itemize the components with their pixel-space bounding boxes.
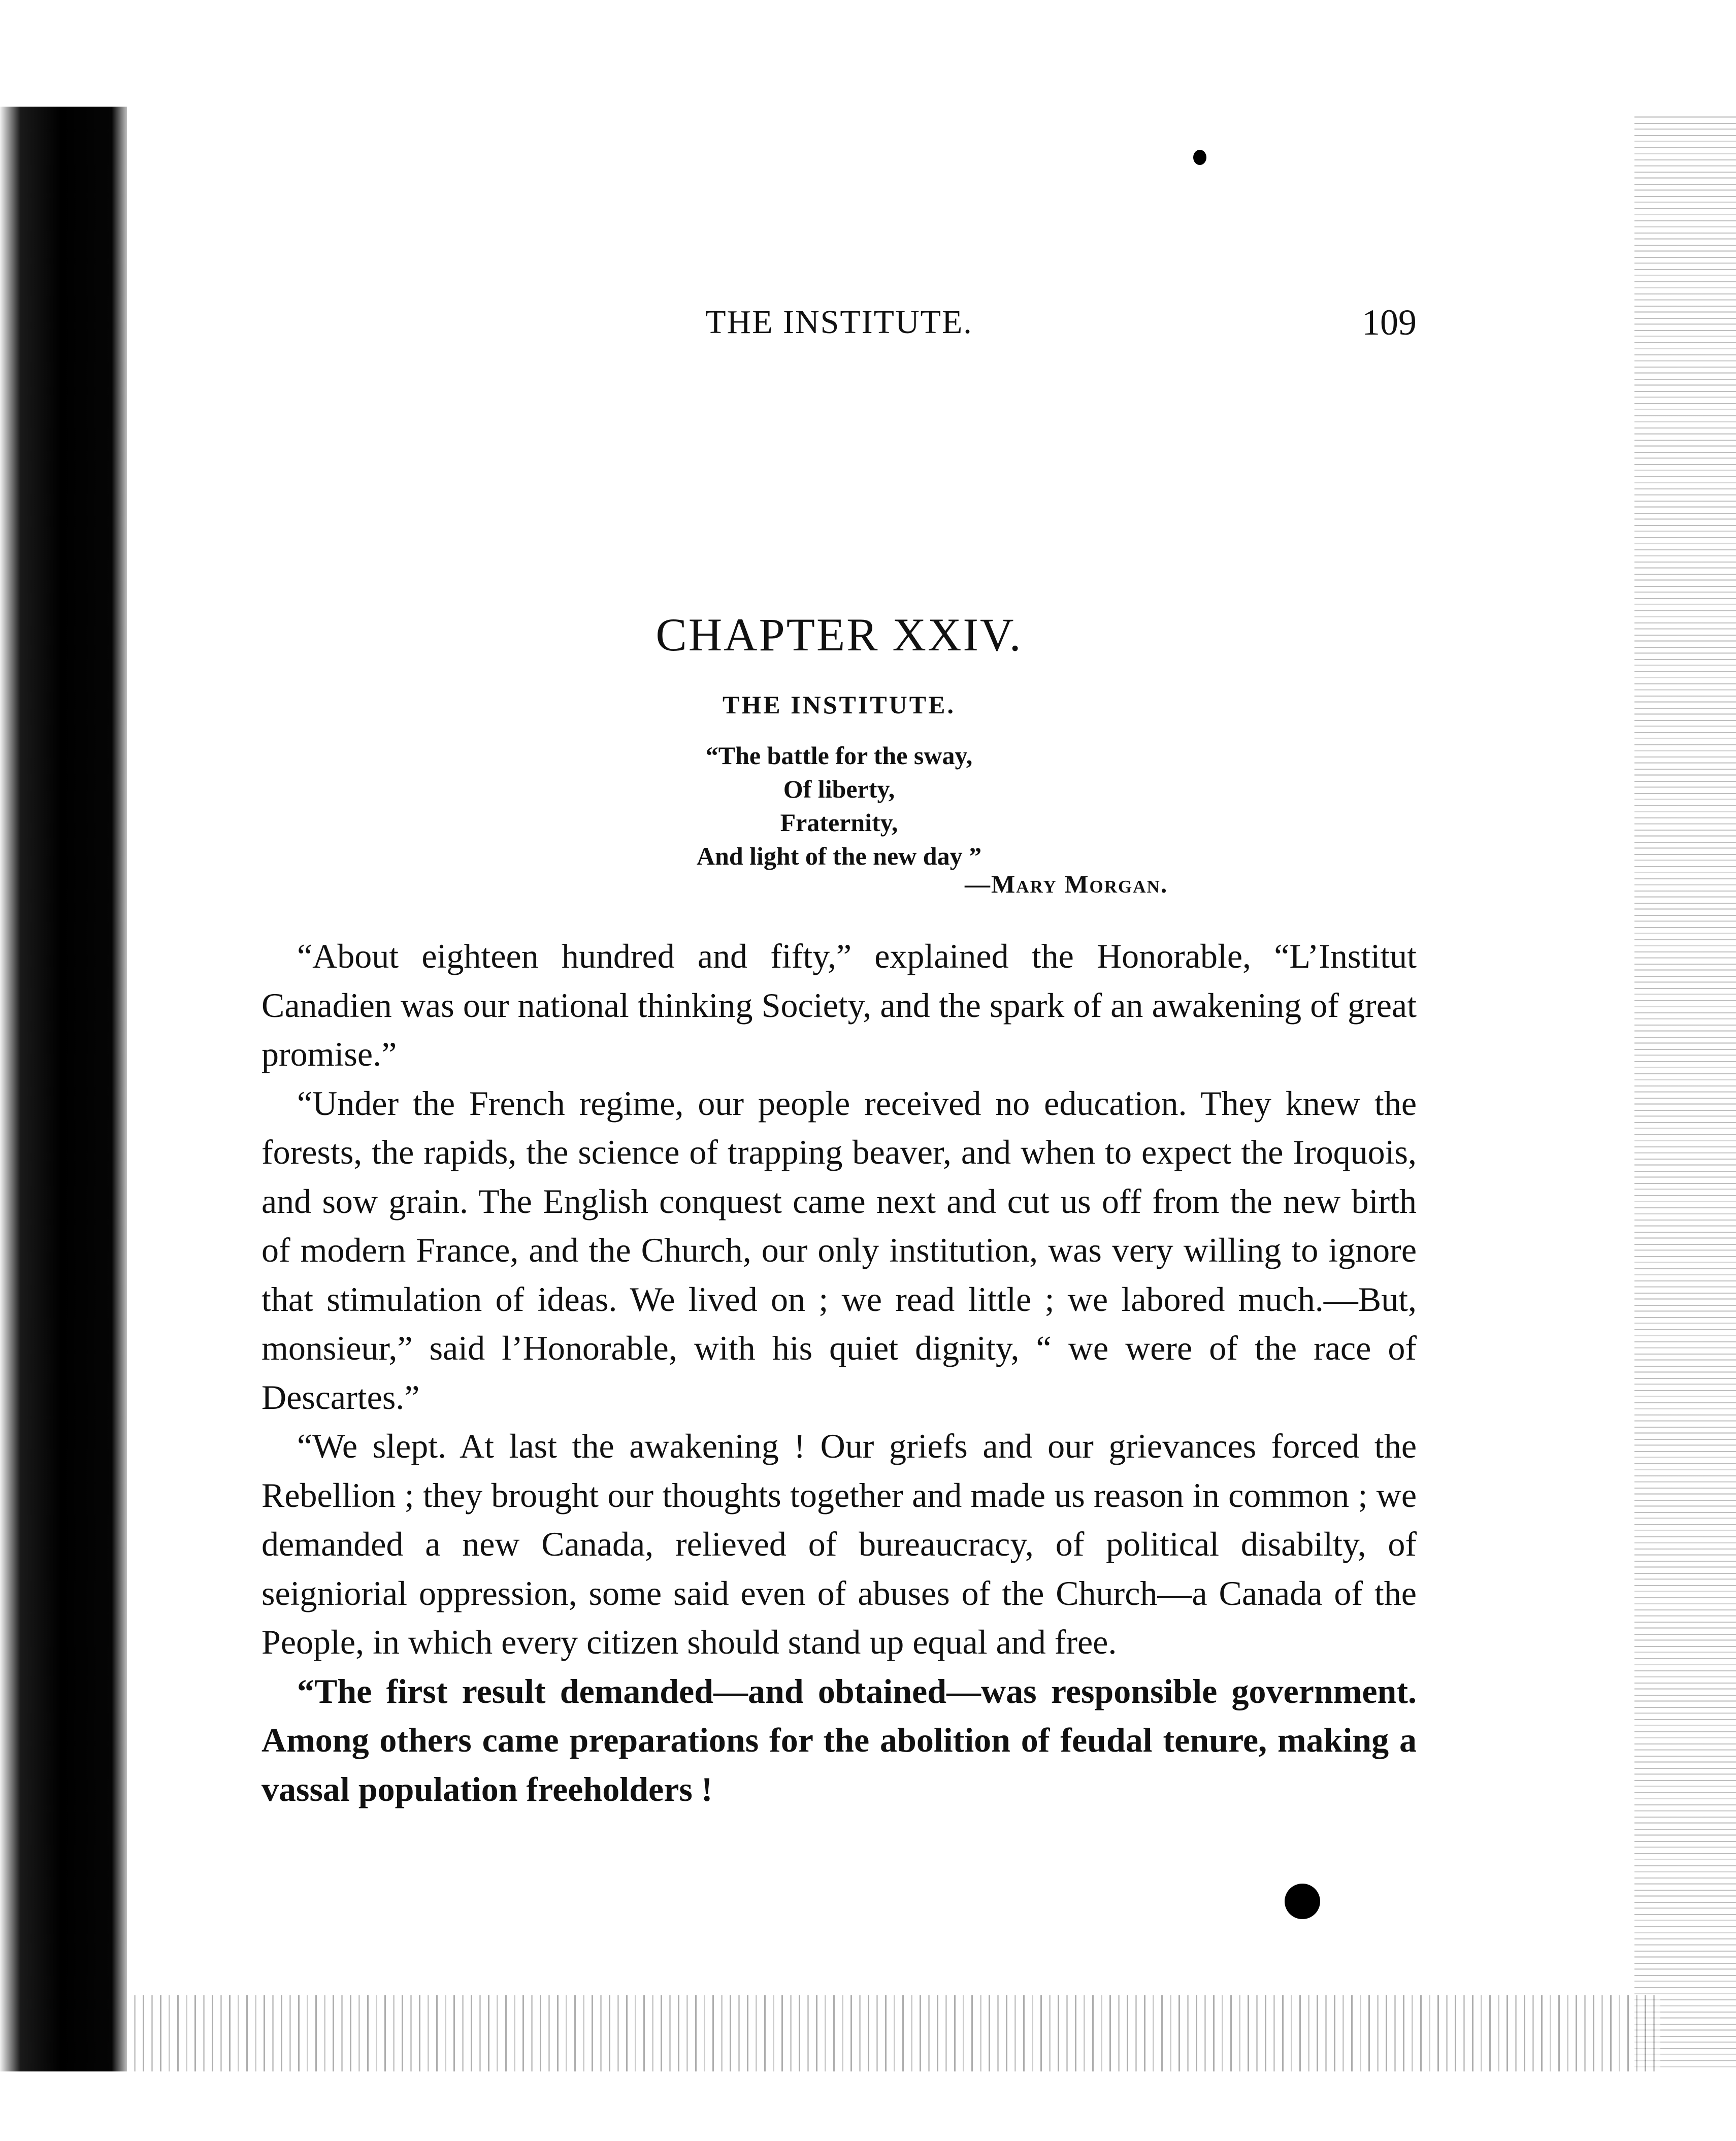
ink-blot	[1193, 150, 1206, 165]
epigraph	[261, 739, 1417, 873]
epigraph-line: Of liberty,	[783, 775, 895, 803]
chapter-subtitle: THE INSTITUTE.	[723, 690, 956, 719]
body-text	[261, 932, 1417, 1814]
scan-right-edge-speckle	[1634, 112, 1736, 2071]
paragraph: “We slept. At last the awakening ! Our griefs and our grievances forced the Rebellion ; they brought our thoughts together and made us reason in common ; we demanded a new Canada, relieved of bureaucracy, of political disabilty, of seigniorial oppression, some said even of abuses of the Church—a Canada of the People, in which every citizen should stand up equal and free.	[261, 1427, 1417, 1661]
running-title: THE INSTITUTE.	[705, 304, 973, 341]
scan-bottom-edge-speckle	[127, 1995, 1660, 2071]
epigraph-attribution: —Mary Morgan.	[965, 870, 1168, 898]
chapter-heading: CHAPTER XXIV.	[656, 609, 1023, 661]
epigraph-line: “The battle for the sway,	[705, 741, 973, 770]
epigraph-line: And light of the new day ”	[696, 842, 982, 870]
scan-binding-shadow	[0, 107, 127, 2071]
epigraph-line: Fraternity,	[780, 808, 898, 837]
running-head	[261, 300, 1417, 345]
paragraph: “The first result demanded—and obtained—was responsible government. Among others came preparations for the abolition of feudal tenure, making a vassal population freeholders !	[261, 1671, 1417, 1808]
paragraph: “Under the French regime, our people received no education. They knew the forests, the rapids, the science of trapping beaver, and when to expect the Iroquois, and sow grain. The English conquest came next and cut us off from the new birth of modern France, and the Church, our only institution, was very willing to ignore that stimulation of ideas. We lived on ; we read little ; we labored much.—But, monsieur,” said l’Honorable, with his quiet dignity, “ we were of the race of Descartes.”	[261, 1083, 1417, 1417]
page-number: 109	[1362, 302, 1417, 343]
paragraph: “About eighteen hundred and fifty,” explained the Honorable, “L’Institut Canadien was our national thinking Society, and the spark of an awakening of great promise.”	[261, 937, 1417, 1073]
ink-blot	[1285, 1884, 1320, 1919]
